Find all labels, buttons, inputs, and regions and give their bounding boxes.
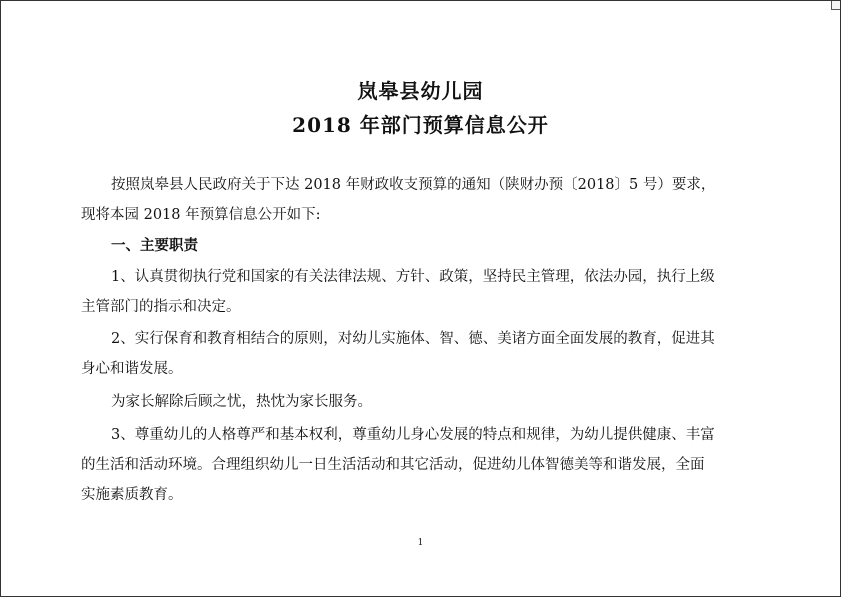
duty-item-3-line1: 3、尊重幼儿的人格尊严和基本权利，尊重幼儿身心发展的特点和规律，为幼儿提供健康、丰富 [111, 427, 715, 443]
duty-item-3-line3: 实施素质教育。 [81, 487, 183, 503]
duty-item-3-line2: 的生活和活动环境。合理组织幼儿一日生活活动和其它活动，促进幼儿体智德美等和谐发展，全面 [81, 457, 705, 473]
section-heading-main-duties: 一、主要职责 [111, 238, 198, 254]
duty-item-2-line2: 身心和谐发展。 [81, 361, 183, 377]
duty-item-1-line2: 主管部门的指示和决定。 [81, 299, 241, 315]
intro-paragraph-line1: 按照岚皋县人民政府关于下达 2018 年财政收支预算的通知（陕财办预〔2018〕5 号）要求， [111, 177, 716, 193]
duty-item-2-line1: 2、实行保育和教育相结合的原则，对幼儿实施体、智、德、美诸方面全面发展的教育，促进其 [111, 331, 715, 347]
duty-item-1-line1: 1、认真贯彻执行党和国家的有关法律法规、方针、政策，坚持民主管理，依法办园，执行上级 [111, 269, 715, 285]
document-title: 岚皋县幼儿园 [357, 79, 484, 103]
intro-paragraph-line2: 现将本园 2018 年预算信息公开如下: [81, 207, 321, 223]
page-corner [831, 1, 840, 10]
duty-item-2-extra: 为家长解除后顾之忧，热忱为家长服务。 [111, 394, 372, 410]
page-number: 1 [417, 538, 424, 548]
document-subtitle: 2018 年部门预算信息公开 [292, 113, 549, 137]
